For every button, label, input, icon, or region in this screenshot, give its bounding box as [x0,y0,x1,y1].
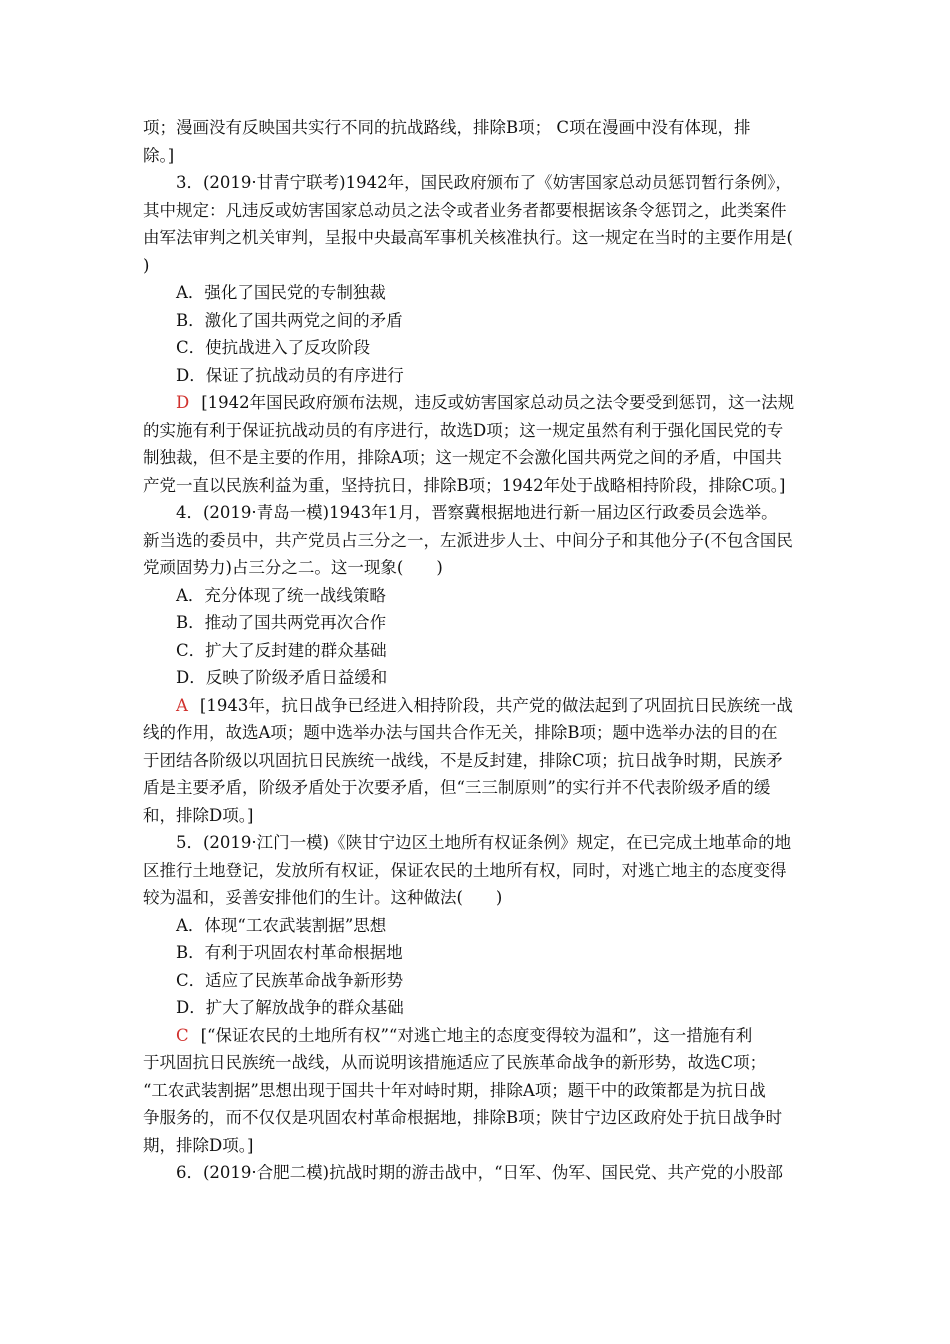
question-3-stem-line: 3．(2019·甘青宁联考)1942年，国民政府颁布了《妨害国家总动员惩罚暂行条例》， [176,173,792,192]
question-5-explanation-line: 争服务的，而不仅仅是巩固农村革命根据地，排除B项；陕甘宁边区政府处于抗日战争时 [143,1108,783,1127]
question-3-explanation-line [143,389,811,417]
question-4-explanation-line [143,692,811,720]
document-page [143,114,811,1187]
question-3-explanation-text: [1942年国民政府颁布法规，违反或妨害国家总动员之法令要受到惩罚，这一法规 [201,393,795,412]
question-3-option-b: B．激化了国共两党之间的矛盾 [176,310,403,330]
question-3-stem-line: 由军法审判之机关审判，呈报中央最高军事机关核准执行。这一规定在当时的主要作用是( [143,228,793,247]
question-5-explanation-line: 期，排除D项。] [143,1135,254,1155]
question-3-option-a: A．强化了国民党的专制独裁 [176,283,386,302]
question-5-option-a: A．体现“工农武装割据”思想 [176,915,387,935]
question-3-answer: D [176,393,190,412]
question-4-stem-line: 4．(2019·青岛一模)1943年1月，晋察冀根据地进行新一届边区行政委员会选举。 [176,503,778,522]
question-4-stem-line: 新当选的委员中，共产党员占三分之一，左派进步人士、中间分子和其他分子(不包含国民 [143,530,793,550]
question-4-stem-line: 党顽固势力)占三分之二。这一现象( ) [143,558,443,577]
question-5-option-d: D．扩大了解放战争的群众基础 [176,998,404,1017]
question-5-explanation-line: “工农武装割据”思想出现于国共十年对峙时期，排除A项；题干中的政策都是为抗日战 [143,1080,766,1100]
question-3-option-d: D．保证了抗战动员的有序进行 [176,365,404,385]
question-4-option-a: A．充分体现了统一战线策略 [176,585,386,605]
question-6-stem-line: 6．(2019·合肥二模)抗战时期的游击战中，“日军、伪军、国民党、共产党的小股部 [176,1163,784,1182]
question-5-stem-line: 较为温和，妥善安排他们的生计。这种做法( ) [143,888,503,907]
question-5-option-c: C．适应了民族革命战争新形势 [176,970,404,990]
question-5-explanation-line [143,1022,811,1050]
question-5-option-b: B．有利于巩固农村革命根据地 [176,943,403,962]
question-3-stem-line: ) [143,255,150,275]
question-4-explanation-line: 和，排除D项。] [143,805,254,825]
question-5-explanation-text: [“保证农民的土地所有权”“对逃亡地主的态度变得较为温和”，这一措施有利 [200,1025,753,1045]
question-3-explanation-line: 的实施有利于保证抗战动员的有序进行，故选D项；这一规定虽然有利于强化国民党的专 [143,420,784,440]
question-3-explanation-line: 制独裁，但不是主要的作用，排除A项；这一规定不会激化国共两党之间的矛盾，中国共 [143,448,782,467]
question-3-option-c: C．使抗战进入了反攻阶段 [176,338,371,357]
question-3-stem-line: 其中规定：凡违反或妨害国家总动员之法令或者业务者都要根据该条令惩罚之，此类案件 [143,200,787,220]
question-4-explanation-line: 盾是主要矛盾，阶级矛盾处于次要矛盾，但“三三制原则”的实行并不代表阶级矛盾的缓 [143,778,771,797]
question-4-explanation-line: 线的作用，故选A项；题中选举办法与国共合作无关，排除B项；题中选举办法的目的在 [143,723,778,742]
question-3-explanation-line: 产党一直以民族利益为重，坚持抗日，排除B项；1942年处于战略相持阶段，排除C项。] [143,475,786,495]
question-4-explanation-text: [1943年，抗日战争已经进入相持阶段，共产党的做法起到了巩固抗日民族统一战 [199,695,793,715]
question-5-answer: C [176,1025,189,1045]
question-4-option-d: D．反映了阶级矛盾日益缓和 [176,668,388,687]
question-5-stem-line: 5．(2019·江门一模)《陕甘宁边区土地所有权证条例》规定，在已完成土地革命的地 [176,833,792,852]
prev-explanation-line: 除。] [143,145,175,165]
question-5-stem-line: 区推行土地登记，发放所有权证，保证农民的土地所有权，同时，对逃亡地主的态度变得 [143,860,787,880]
question-4-option-b: B．推动了国共两党再次合作 [176,613,387,632]
question-4-option-c: C．扩大了反封建的群众基础 [176,640,387,660]
question-4-answer: A [176,695,188,715]
question-5-explanation-line: 于巩固抗日民族统一战线，从而说明该措施适应了民族革命战争的新形势，故选C项； [143,1053,767,1072]
question-4-explanation-line: 于团结各阶级以巩固抗日民族统一战线，不是反封建，排除C项；抗日战争时期，民族矛 [143,750,783,770]
prev-explanation-line: 项；漫画没有反映国共实行不同的抗战路线，排除B项； C项在漫画中没有体现，排 [143,118,751,137]
